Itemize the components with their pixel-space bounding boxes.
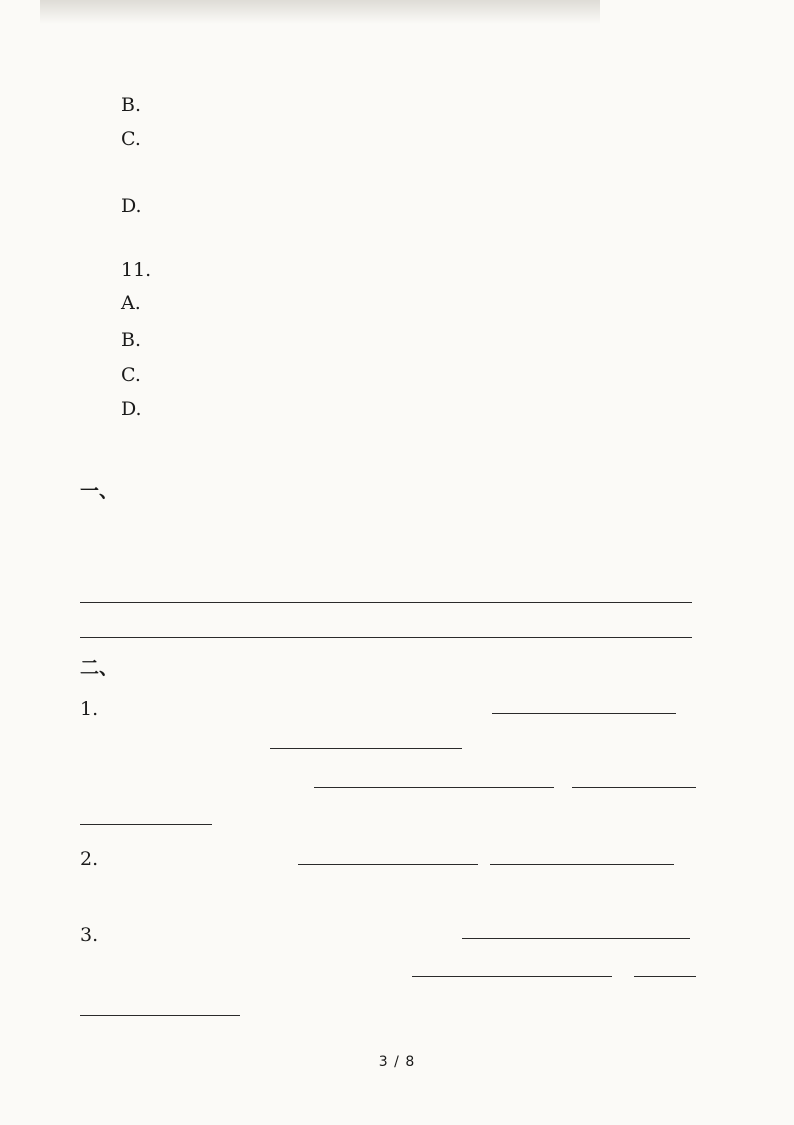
blank-1e[interactable] (80, 824, 212, 825)
scan-smudge (40, 0, 600, 24)
blank-1a[interactable] (492, 713, 676, 714)
blank-2b[interactable] (490, 864, 674, 865)
blank-1b[interactable] (270, 748, 462, 749)
option-b-letter: B. (121, 94, 142, 116)
option-a-letter: A. (121, 292, 141, 314)
blank-1d[interactable] (572, 787, 696, 788)
section-2-number: 二、 (80, 657, 119, 679)
answer-paren[interactable] (382, 258, 424, 282)
option-c-letter: C. (121, 364, 141, 386)
item-1-number: 1. (80, 698, 99, 720)
copy-line-2[interactable] (80, 637, 692, 638)
section-1-number: 一、 (80, 480, 119, 502)
option-b-letter: B. (121, 329, 142, 351)
option-d-letter: D. (121, 398, 142, 420)
blank-1c[interactable] (314, 787, 554, 788)
page-total: 8 (405, 1054, 416, 1070)
question-11-number: 11. (121, 259, 152, 281)
blank-3d[interactable] (80, 1015, 240, 1016)
blank-3c[interactable] (634, 976, 696, 977)
blank-3b[interactable] (412, 976, 612, 977)
copy-line-1[interactable] (80, 602, 692, 603)
page-footer: 3 / 8 (378, 1054, 416, 1070)
option-c-letter: C. (121, 128, 141, 150)
item-2-number: 2. (80, 848, 99, 870)
blank-3a[interactable] (462, 938, 690, 939)
page-number: 3 (378, 1054, 389, 1070)
blank-2a[interactable] (298, 864, 478, 865)
option-d-letter: D. (121, 195, 142, 217)
item-3-number: 3. (80, 924, 99, 946)
